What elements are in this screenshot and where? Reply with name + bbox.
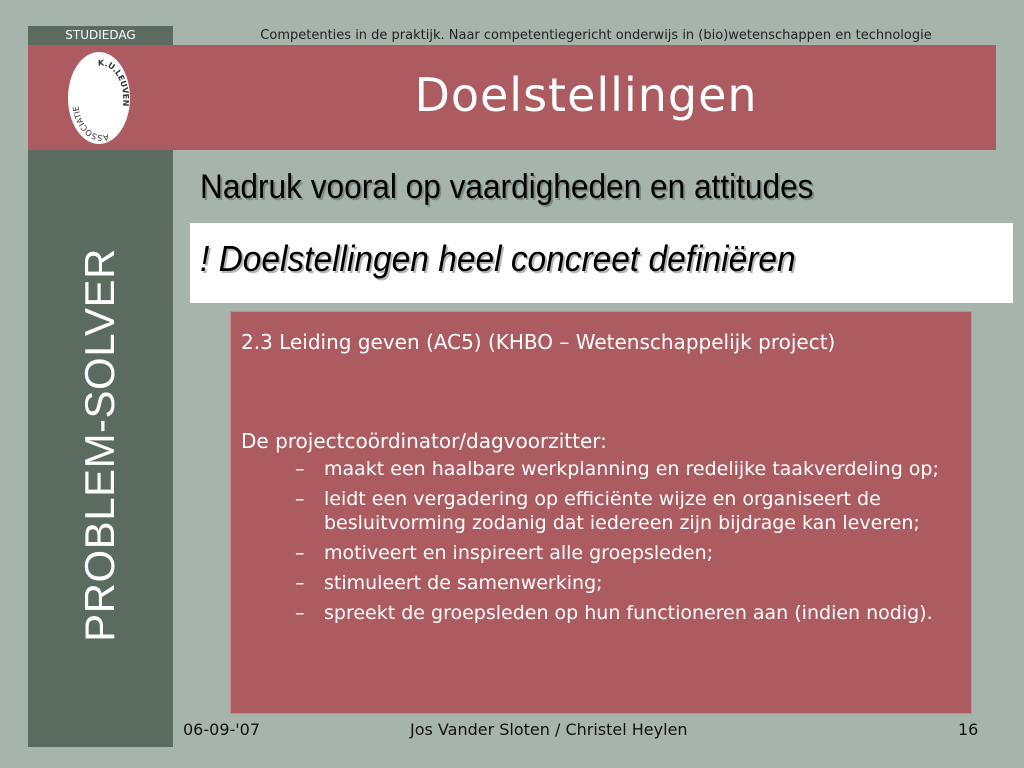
studiedag-tag: STUDIEDAG xyxy=(28,26,173,45)
list-item xyxy=(295,457,955,481)
logo-icon xyxy=(68,52,130,144)
dash-marker: – xyxy=(295,542,305,564)
list-item-text: leidt een vergadering op efficiënte wijze en organiseert de besluitvorming zodanig dat iedereen zijn bijdrage kan leveren; xyxy=(324,488,920,534)
dash-marker: – xyxy=(295,458,305,480)
page-number: 16 xyxy=(958,720,979,739)
content-lead: De projectcoördinator/dagvoorzitter: xyxy=(241,429,607,453)
list-item xyxy=(295,487,955,535)
content-box xyxy=(230,311,972,714)
footer-date: 06-09-'07 xyxy=(183,720,261,739)
heading-vaardigheden: Nadruk vooral op vaardigheden en attitudes xyxy=(200,168,814,206)
header-subtitle: Competenties in de praktijk. Naar competentiegericht onderwijs in (bio)wetenschappen en technologie xyxy=(260,28,932,43)
side-label: PROBLEM-SOLVER xyxy=(76,248,123,642)
heading-doelstellingen: ! Doelstellingen heel concreet definiëren xyxy=(200,238,796,279)
footer-authors: Jos Vander Sloten / Christel Heylen xyxy=(410,720,688,739)
list-item-text: stimuleert de samenwerking; xyxy=(324,572,603,594)
logo-text-associatie: ASSOCIATIE xyxy=(71,105,110,143)
list-item-text: spreekt de groepsleden op hun functioneren aan (indien nodig). xyxy=(324,602,933,624)
kuleuven-logo xyxy=(68,52,130,144)
list-item xyxy=(295,571,955,595)
list-item-text: maakt een haalbare werkplanning en redelijke taakverdeling op; xyxy=(324,458,939,480)
bullet-list xyxy=(295,457,955,631)
list-item xyxy=(295,601,955,625)
logo-text-kuleuven: K.U.LEUVEN xyxy=(97,58,130,107)
dash-marker: – xyxy=(295,602,305,624)
list-item-text: motiveert en inspireert alle groepsleden; xyxy=(324,542,714,564)
list-item xyxy=(295,541,955,565)
dash-marker: – xyxy=(295,488,305,510)
slide-title: Doelstellingen xyxy=(414,68,758,122)
content-title: 2.3 Leiding geven (AC5) (KHBO – Wetenschappelijk project) xyxy=(241,330,836,354)
dash-marker: – xyxy=(295,572,305,594)
